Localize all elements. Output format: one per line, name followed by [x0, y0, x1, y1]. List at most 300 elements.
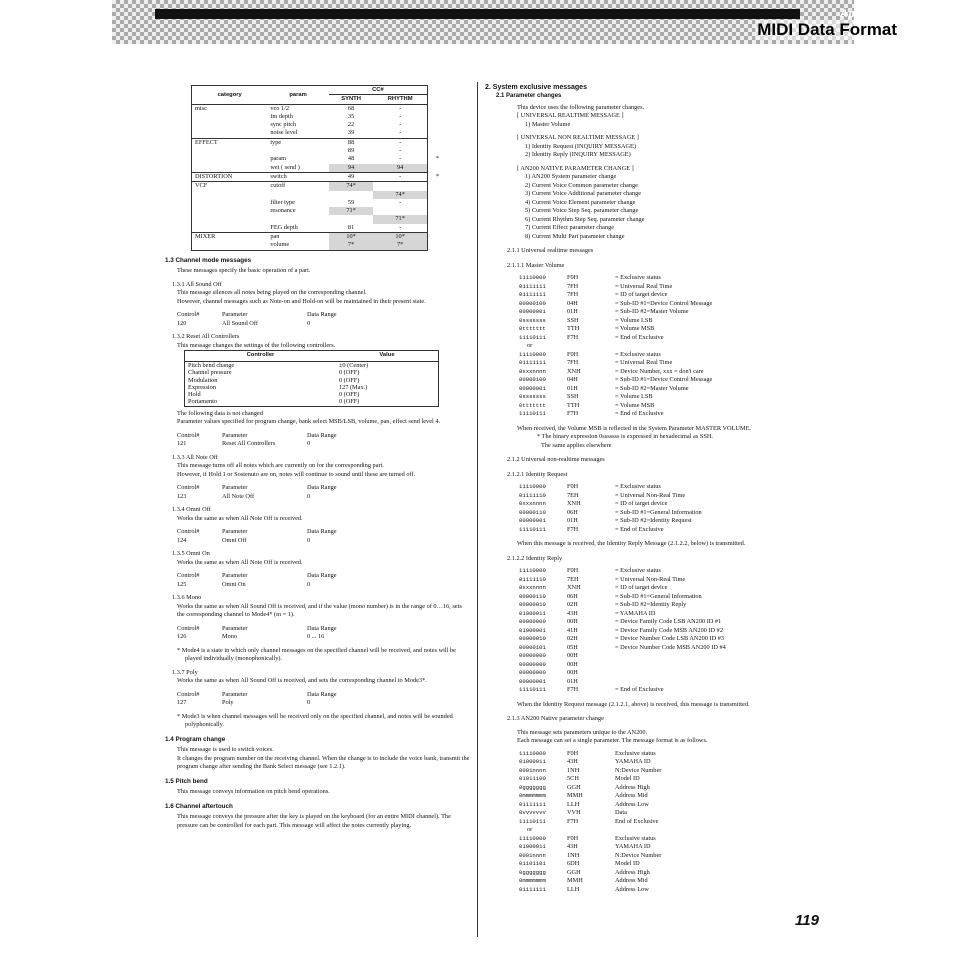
msg-desc: = Universal Non-Real Time — [615, 575, 686, 583]
cc-cell: 89 — [347, 147, 355, 155]
footnote: * The binary expression 0sssssss is expressed in hexadecimal as SSH. — [537, 433, 713, 441]
cc-row — [192, 233, 428, 242]
text: Each message can set a single parameter. The message format is as follows. — [517, 737, 708, 745]
msg-desc: Exclusive status — [615, 749, 656, 757]
msg-binary: 01111111 — [519, 291, 546, 299]
msg-binary: 00000001 — [519, 384, 546, 392]
cc-cell: 88 — [329, 138, 373, 147]
msg-identity-reply — [519, 567, 795, 695]
msg-binary: 01111111 — [519, 282, 546, 290]
msg-hex: F0H — [567, 834, 579, 842]
cc-cell: - — [399, 223, 402, 231]
footnote: The same applies elsewhere — [541, 441, 612, 449]
msg-hex: 7EH — [567, 575, 579, 583]
msg-hex: 1NH — [567, 766, 580, 774]
msg-desc: = Device Number, xxx = don't care — [615, 367, 704, 375]
msg-hex: F0H — [567, 274, 579, 282]
msg-desc: = ID of target device — [615, 500, 668, 508]
list-item: 4) Current Voice Element parameter change — [525, 198, 636, 206]
heading-2-1-1-1: 2.1.1.1 Master Volume — [507, 261, 565, 269]
text: Works the same as when All Sound Off is received, and sets the corresponding channel to Mode3*. — [177, 677, 427, 685]
list-item: 5) Current Voice Step Seq. parameter change — [525, 207, 639, 215]
msg-desc: Address Mid — [615, 877, 648, 885]
msg-hex: 04H — [567, 376, 578, 384]
msg-hex: 1NH — [567, 851, 580, 859]
msg-binary: 00000110 — [519, 592, 546, 600]
heading-1-3-4: 1.3.4 Omni Off — [172, 506, 211, 514]
heading-1-5: 1.5 Pitch bend — [165, 777, 208, 785]
msg-desc: YAMAHA ID — [615, 758, 651, 766]
msg-desc: = Volume LSB — [615, 316, 653, 324]
msg-desc: = Volume MSB — [615, 325, 655, 333]
msg-desc — [615, 652, 795, 661]
cc-cell: 71* — [329, 207, 373, 215]
cc-cell: 59 — [347, 198, 355, 206]
cc-cell: vco 1/2 — [270, 104, 290, 112]
text: These messages specify the basic operation of a part. — [177, 267, 311, 275]
cc-cell: 68 — [347, 104, 355, 112]
msg-binary: 0xxxnnnn — [519, 367, 546, 375]
msg-hex: 05H — [567, 643, 578, 651]
cc-cell: - — [399, 129, 402, 137]
msg-hex: XNH — [567, 500, 581, 508]
heading-2-1-2: 2.1.2 Universal non-realtime messages — [507, 456, 605, 464]
ctl-row — [185, 391, 439, 398]
text: When received, the Volume MSB is reflected in the System Parameter MASTER VOLUME. — [517, 424, 751, 432]
cc-cell: FEG depth — [270, 223, 298, 231]
heading-2-1-1: 2.1.1 Universal realtime messages — [507, 247, 594, 255]
msg-desc: = Volume MSB — [615, 401, 655, 409]
msg-binary: 11110000 — [519, 567, 546, 575]
msg-hex: 43H — [567, 758, 578, 766]
msg-desc: = Universal Real Time — [615, 359, 673, 367]
list-item: 2) Current Voice Common parameter change — [525, 181, 638, 189]
cc-row — [192, 113, 428, 121]
msg-hex: TTH — [567, 325, 580, 333]
cc-cell — [192, 207, 268, 215]
header-section: Appendix — [839, 8, 894, 20]
msg-desc: Address High — [615, 783, 650, 791]
msg-binary: 01000011 — [519, 609, 546, 617]
text: Works the same as when All Sound Off is received, and if the value (mono number) is in the range of 0…16, sets the corresponding channel to Mode4* (m = 1). — [177, 602, 462, 619]
msg-hex: 06H — [567, 508, 578, 516]
cc-cell: 49 — [329, 172, 373, 181]
cc-row — [192, 164, 428, 173]
msg-binary: 11110111 — [519, 410, 546, 418]
list-item: 7) Current Effect parameter change — [525, 224, 615, 232]
cc-cell: - — [373, 138, 427, 147]
msg-binary: 0sssssss — [519, 316, 546, 324]
msg-desc: = Sub-ID #2=Master Volume — [615, 308, 689, 316]
cc-cell — [192, 129, 268, 138]
cc-cell — [192, 113, 268, 121]
cc-cell — [373, 182, 427, 191]
msg-desc: = End of Exclusive — [615, 686, 664, 694]
msg-binary: 00000010 — [519, 635, 546, 643]
list-item: 3) Current Voice Additional parameter change — [525, 190, 642, 198]
cc-row — [192, 199, 428, 207]
cc-row — [192, 207, 428, 215]
msg-desc: YAMAHA ID — [615, 843, 651, 851]
cc-cell — [267, 147, 329, 155]
msg-binary: 00000001 — [519, 677, 546, 685]
ctl-cell: 0 (OFF) — [338, 376, 360, 384]
footnote: * Mode4 is a state in which only channel messages on the specified channel will be received, and notes will be played individually (monophonically). — [177, 646, 456, 663]
cc-cell: 74* — [373, 191, 427, 199]
column-divider — [477, 82, 478, 937]
heading-2-1-2-1: 2.1.2.1 Identity Request — [507, 470, 568, 478]
cc-asterisk: * — [435, 155, 439, 163]
cc-header-synth: SYNTH — [329, 95, 373, 104]
cc-row — [192, 172, 428, 181]
cc-cell — [192, 121, 268, 129]
msg-binary: 0vvvvvvv — [519, 809, 546, 817]
msg-binary: 01111111 — [519, 359, 546, 367]
list-item: 1) Identity Request (INQUIRY MESSAGE) — [525, 142, 637, 150]
text: This message is used to switch voices. — [177, 746, 274, 754]
msg-binary: 0xxxnnnn — [519, 584, 546, 592]
cc-cell: - * — [399, 155, 439, 163]
text: It changes the program number on the receiving channel. When the change is to include the voice bank, transmit the program change after sending the Bank Select message (see 1.2.1). — [177, 754, 470, 771]
cc-cell: - — [399, 104, 402, 112]
heading-1-3-5: 1.3.5 Omni On — [172, 550, 210, 558]
cc-cell: misc — [195, 104, 207, 112]
msg-native-param-2 — [519, 835, 795, 895]
heading-1-3-2: 1.3.2 Reset All Controllers — [172, 333, 240, 341]
cc-cell: - * — [373, 172, 427, 181]
msg-binary: 11110111 — [519, 686, 546, 694]
group-title: [ AN200 NATIVE PARAMETER CHANGE ] — [517, 164, 634, 172]
ctl-header-value: Value — [336, 351, 439, 362]
cc-cell: resonance — [270, 207, 296, 215]
header-pattern — [112, 0, 854, 44]
msg-identity-request — [519, 483, 795, 534]
msg-binary: 01111111 — [519, 885, 546, 893]
cc-row — [192, 138, 428, 147]
kv-header: Control# Parameter Data Range — [177, 690, 337, 698]
cc-cell: noise level — [270, 129, 298, 137]
msg-desc: = Exclusive status — [615, 274, 661, 282]
cc-row — [192, 147, 428, 155]
msg-hex: F7H — [567, 410, 579, 418]
cc-row — [192, 104, 428, 113]
kv-row: 121 Reset All Controllers 0 — [177, 440, 311, 448]
cc-row — [192, 182, 428, 191]
kv-row: 127 Poly 0 — [177, 699, 311, 707]
text: Works the same as when All Note Off is received. — [177, 558, 303, 566]
heading-1-6: 1.6 Channel aftertouch — [165, 802, 233, 810]
text: This message conveys information on pitch bend operations. — [177, 788, 330, 796]
msg-master-volume-1 — [519, 274, 795, 342]
text: This message changes the settings of the following controllers. — [177, 341, 336, 349]
msg-hex: 7FH — [567, 291, 579, 299]
kv-row: 126 Mono 0 ... 16 — [177, 633, 325, 641]
heading-1-3: 1.3 Channel mode messages — [165, 256, 252, 264]
msg-hex: 02H — [567, 635, 578, 643]
msg-hex: F7H — [567, 333, 579, 341]
ctl-header-controller: Controller — [185, 351, 336, 362]
msg-binary: 0ggggggg — [519, 783, 546, 791]
msg-binary: 0mmmmmmm — [519, 792, 546, 800]
msg-binary: 11110000 — [519, 749, 546, 757]
msg-binary: 01111111 — [519, 800, 546, 808]
left-column — [165, 85, 470, 830]
cc-cell: 35 — [347, 112, 355, 120]
cc-cell: 7* — [329, 241, 373, 250]
msg-desc: Exclusive status — [615, 834, 656, 842]
cc-cell — [192, 147, 268, 155]
kv-header: Control# Parameter Data Range — [177, 572, 337, 580]
text: When the Identity Request message (2.1.2.1, above) is received, this message is transmitted. — [517, 700, 750, 708]
ctl-cell: 0 (OFF) — [338, 391, 360, 399]
msg-binary: 11110000 — [519, 834, 546, 842]
cc-cell: sync pitch — [270, 121, 297, 129]
group-title: [ UNIVERSAL REALTIME MESSAGE ] — [517, 112, 624, 120]
ctl-cell: Hold — [188, 391, 201, 399]
cc-cell: wet ( send ) — [270, 163, 300, 171]
ctl-cell: 0 (OFF) — [338, 398, 360, 406]
cc-asterisk: * — [435, 172, 439, 180]
msg-binary: 11110000 — [519, 274, 546, 282]
msg-desc: Address Low — [615, 885, 649, 893]
cc-cell: 81 — [347, 223, 355, 231]
cc-cell: pan — [267, 233, 329, 242]
msg-desc: Address High — [615, 868, 650, 876]
cc-cell — [192, 199, 268, 207]
text: When this message is received, the Identity Reply Message (2.1.2.2, below) is transmitted. — [517, 540, 746, 548]
msg-hex: MMH — [567, 877, 583, 885]
msg-native-param-1 — [519, 750, 795, 827]
text: The following data is not changed — [177, 409, 263, 417]
cc-header-rhythm: RHYTHM — [373, 95, 427, 104]
msg-desc: = ID of target device — [615, 291, 668, 299]
msg-binary: 01011100 — [519, 775, 546, 783]
cc-cell: - — [399, 121, 402, 129]
cc-row — [192, 215, 428, 223]
cc-cell — [192, 155, 268, 163]
msg-desc: Address Low — [615, 800, 649, 808]
msg-desc: = Exclusive status — [615, 350, 661, 358]
cc-cell — [192, 241, 268, 250]
msg-desc: = Sub-ID #1=Device Control Message — [615, 376, 713, 384]
kv-header: Control# Parameter Data Range — [177, 624, 337, 632]
cc-cell — [329, 191, 373, 199]
cc-cell — [329, 215, 373, 223]
kv-row: 120 All Sound Off 0 — [177, 319, 311, 327]
msg-hex: LLH — [567, 800, 580, 808]
msg-desc: = Sub-ID #2=Identity Request — [615, 517, 692, 525]
cc-cell: filter type — [270, 198, 295, 206]
cc-cell: DISTORTION — [192, 172, 268, 181]
msg-binary: 00000100 — [519, 376, 546, 384]
list-item: 8) Current Multi Part parameter change — [525, 232, 625, 240]
msg-desc: = Sub-ID #1=General Information — [615, 508, 702, 516]
cc-row — [192, 155, 428, 163]
msg-hex: 41H — [567, 626, 578, 634]
right-column — [485, 83, 795, 894]
msg-hex: XNH — [567, 584, 581, 592]
footnote: * Mode3 is when channel messages will be received only on the specified channel, and notes will be sounded polyphonically. — [177, 712, 453, 729]
msg-desc: Model ID — [615, 860, 640, 868]
kv-header: Control# Parameter Data Range — [177, 484, 337, 492]
cc-cell: 22 — [347, 121, 355, 129]
cc-cell: 94 — [329, 164, 373, 173]
ctl-row — [185, 369, 439, 376]
msg-binary: 01111110 — [519, 575, 546, 583]
msg-desc: = YAMAHA ID — [615, 609, 656, 617]
msg-binary: 0mmmmmmm — [519, 877, 546, 885]
text: However, if Hold 1 or Sostenuto are on, notes will continue to sound until these are turned off. — [177, 470, 416, 478]
msg-hex: 00H — [567, 652, 578, 660]
msg-binary: 01111110 — [519, 491, 546, 499]
msg-hex: GGH — [567, 868, 581, 876]
msg-binary: 11110111 — [519, 817, 546, 825]
cc-body — [192, 104, 439, 250]
msg-binary: 01000011 — [519, 758, 546, 766]
or-label: or — [527, 342, 533, 350]
msg-hex: F0H — [567, 350, 579, 358]
msg-hex: 01H — [567, 308, 578, 316]
msg-binary: 00000101 — [519, 643, 546, 651]
msg-hex: 7FH — [567, 282, 579, 290]
msg-desc: End of Exclusive — [615, 817, 659, 825]
msg-binary: 00000100 — [519, 299, 546, 307]
msg-desc: Address Mid — [615, 792, 648, 800]
cc-cell — [267, 191, 329, 199]
cc-cell: - — [399, 147, 402, 155]
msg-hex: GGH — [567, 783, 581, 791]
msg-hex: 00H — [567, 669, 578, 677]
cc-cell — [192, 164, 268, 173]
msg-binary: 0sssssss — [519, 393, 546, 401]
msg-hex: 7EH — [567, 491, 579, 499]
text: This device uses the following parameter changes. — [517, 103, 645, 111]
msg-binary: 11110111 — [519, 525, 546, 533]
group-title: [ UNIVERSAL NON REALTIME MESSAGE ] — [517, 134, 639, 142]
msg-binary: 00000000 — [519, 652, 546, 660]
heading-2-1-2-2: 2.1.2.2 Identity Reply — [507, 554, 563, 562]
ctl-row — [185, 384, 439, 391]
ctl-row — [185, 377, 439, 384]
msg-hex: 04H — [567, 299, 578, 307]
heading-1-3-3: 1.3.3 All Note Off — [172, 453, 218, 461]
msg-desc: = End of Exclusive — [615, 525, 664, 533]
msg-binary: 00000000 — [519, 660, 546, 668]
cc-cell: VCF — [192, 182, 268, 191]
msg-binary: 00000000 — [519, 618, 546, 626]
msg-desc: N:Device Number — [615, 851, 662, 859]
cc-row — [192, 191, 428, 199]
msg-hex: 7FH — [567, 359, 579, 367]
msg-master-volume-2 — [519, 351, 795, 419]
msg-binary: 00000001 — [519, 517, 546, 525]
msg-binary: 01101101 — [519, 860, 546, 868]
msg-binary: 11110000 — [519, 350, 546, 358]
cc-cell: - — [399, 198, 402, 206]
msg-desc: = Exclusive status — [615, 567, 661, 575]
msg-desc: = Universal Non-Real Time — [615, 491, 686, 499]
msg-binary: 01000011 — [519, 843, 546, 851]
msg-hex: 00H — [567, 660, 578, 668]
msg-desc: = ID of target device — [615, 584, 668, 592]
cc-cell: 10* — [373, 233, 427, 242]
cc-cell: switch — [267, 172, 329, 181]
msg-desc: = Exclusive status — [615, 483, 661, 491]
ctl-cell: Channel pressure — [188, 369, 232, 377]
or-label: or — [527, 826, 533, 834]
msg-binary: 00000000 — [519, 669, 546, 677]
msg-hex: 02H — [567, 601, 578, 609]
msg-desc: = Device Family Code MSB AN200 ID #2 — [615, 626, 723, 634]
msg-binary: 11110000 — [519, 483, 546, 491]
cc-cell: - — [399, 112, 402, 120]
cc-cell: 39 — [347, 129, 355, 137]
text: This message conveys the pressure after the key is played on the keyboard (for an entire MIDI channel). The pressure can be controlled for each part. This message will affect the notes currently playing. — [177, 813, 451, 829]
ctl-cell: Expression — [188, 383, 216, 391]
text: Parameter values specified for program change, bank select MSB/LSB, volume, pan, effect send level 4. — [177, 418, 441, 426]
text: This message sets parameters unique to the AN200. — [517, 728, 648, 736]
header-title: MIDI Data Format — [757, 20, 897, 39]
msg-desc: = Device Family Code LSB AN200 ID #1 — [615, 618, 722, 626]
msg-desc: = End of Exclusive — [615, 333, 664, 341]
msg-hex: F7H — [567, 525, 579, 533]
text: This message turns off all notes which are currently on for the corresponding part. — [177, 462, 384, 470]
msg-hex: 6DH — [567, 860, 580, 868]
cc-header-category: category — [192, 86, 268, 105]
heading-2-1: 2.1 Parameter changes — [496, 93, 562, 100]
cc-row — [192, 224, 428, 233]
msg-desc: Data — [615, 809, 627, 817]
kv-row: 124 Omni Off 0 — [177, 536, 311, 544]
ctl-cell: Pitch bend change — [188, 361, 235, 369]
header-bar — [155, 9, 800, 19]
cc-cell: MIXER — [192, 233, 268, 242]
msg-hex: F0H — [567, 749, 579, 757]
msg-hex: 43H — [567, 609, 578, 617]
list-item: 6) Current Rhythm Step Seq. parameter change — [525, 215, 645, 223]
msg-hex: F0H — [567, 483, 579, 491]
heading-1-4: 1.4 Program change — [165, 735, 226, 743]
heading-1-3-6: 1.3.6 Mono — [172, 594, 202, 602]
msg-hex: VVH — [567, 809, 581, 817]
heading-1-3-7: 1.3.7 Poly — [172, 668, 198, 676]
ctl-row — [185, 361, 439, 369]
cc-cell — [192, 224, 268, 233]
cc-cell: cutoff — [267, 182, 329, 191]
msg-binary: 11110111 — [519, 333, 546, 341]
msg-desc: Model ID — [615, 775, 640, 783]
msg-binary: 00000010 — [519, 601, 546, 609]
ctl-cell: 0 (OFF) — [338, 369, 360, 377]
msg-desc: = Sub-ID #1=Device Control Message — [615, 299, 713, 307]
page-number: 119 — [795, 912, 819, 929]
msg-binary: 0ttttttt — [519, 325, 546, 333]
msg-desc: = End of Exclusive — [615, 410, 664, 418]
msg-hex: 00H — [567, 618, 578, 626]
cc-table — [191, 85, 439, 251]
msg-hex: 01H — [567, 677, 578, 685]
msg-hex: SSH — [567, 316, 579, 324]
msg-binary: 0001nnnn — [519, 851, 546, 859]
msg-binary: 0ggggggg — [519, 868, 546, 876]
text: However, channel messages such as Note-on and Hold-on will be maintained in their present state. — [177, 297, 426, 305]
cc-row — [192, 129, 428, 138]
cc-cell: 10* — [329, 233, 373, 242]
msg-hex: 01H — [567, 384, 578, 392]
cc-cell: fm depth — [270, 112, 293, 120]
text: Works the same as when All Note Off is received. — [177, 514, 303, 522]
ctl-row — [185, 398, 439, 406]
